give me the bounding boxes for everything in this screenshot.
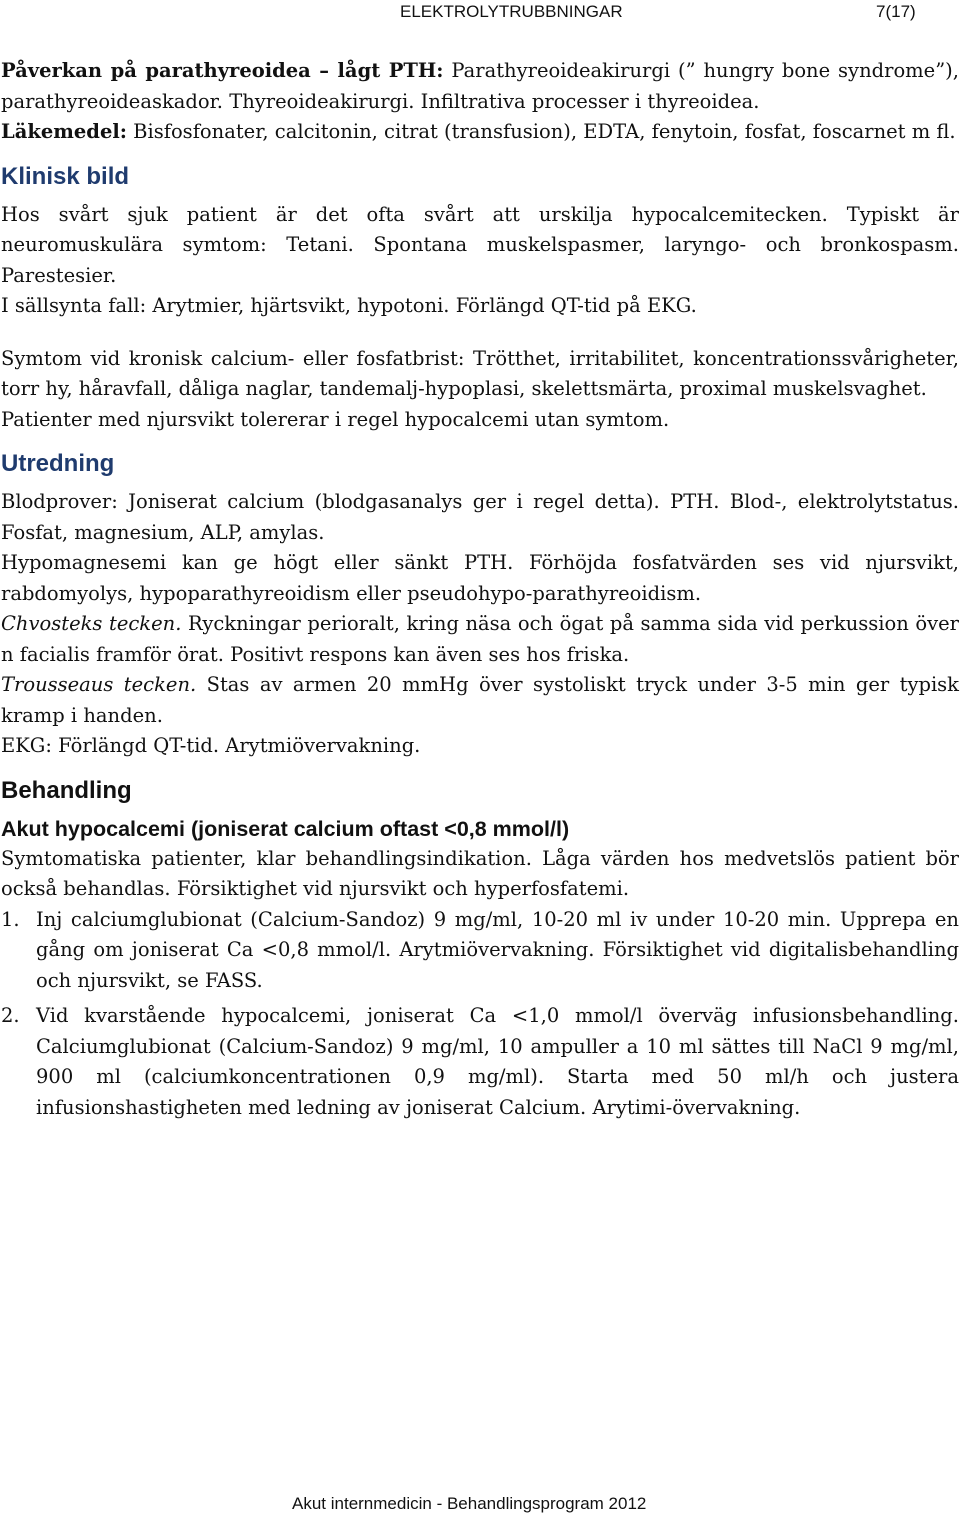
list-item-text: Inj calciumglubionat (Calcium-Sandoz) 9 mg/ml, 10-20 ml iv under 10-20 min. Upprepa en gång om joniserat Ca <0,8 mmol/l. Arytmiövervakning. Försiktighet vid digitalisbehandling och njursvikt, se FASS. <box>36 907 959 992</box>
chvostek-text: Ryckningar perioralt, kring näsa och ögat på samma sida vid perkussion över n facialis framför örat. Positivt respons kan även ses hos friska. <box>1 612 959 666</box>
lakemedel-label: Läkemedel: <box>1 120 127 143</box>
njursvikt-paragraph: Patienter med njursvikt tolererar i regel hypocalcemi utan symtom. <box>1 407 670 431</box>
list-item-number: 2. <box>1 1004 20 1027</box>
list-item-1 <box>1 905 959 997</box>
blodprover-paragraph: Blodprover: Joniserat calcium (blodgasanalys ger i regel detta). PTH. Blod-, elektrolytstatus. Fosfat, magnesium, ALP, amylas. <box>1 490 959 544</box>
kronisk-symtom-paragraph: Symtom vid kronisk calcium- eller fosfatbrist: Trötthet, irritabilitet, koncentrationssvårigheter, torr hy, håravfall, dåliga naglar, tandemalj-hypoplasi, skelettsmärta, proximal muskelsvaghet. <box>1 346 959 400</box>
lakemedel-paragraph <box>1 117 959 148</box>
parathyreoidea-paragraph <box>1 56 959 117</box>
parathyreoidea-text: Parathyreoideakirurgi (” hungry bone syndrome”), parathyreoideaskador. Thyreoideakirurgi. Infiltrativa processer i thyreoidea. <box>1 59 959 113</box>
chvostek-paragraph <box>1 609 959 670</box>
hypomagnesemi-paragraph: Hypomagnesemi kan ge högt eller sänkt PTH. Förhöjda fosfatvärden ses vid njursvikt, rabdomyolys, hypoparathyreoidism eller pseudohypo-parathyreoidism. <box>1 551 959 605</box>
parathyreoidea-label: Påverkan på parathyreoidea – lågt PTH: <box>1 59 444 82</box>
ekg-paragraph: EKG: Förlängd QT-tid. Arytmiövervakning. <box>1 734 421 757</box>
klinisk-line-1: Hos svårt sjuk patient är det ofta svårt att urskilja hypocalcemitecken. Typiskt är neuromuskulära symtom: Tetani. Spontana muskelspasmer, laryngo- och bronkospasm. Parestesier. <box>1 202 959 287</box>
page-content <box>1 56 959 1123</box>
list-item-number: 1. <box>1 907 20 931</box>
chvostek-label: Chvosteks tecken. <box>1 612 182 635</box>
trousseau-label: Trousseaus tecken. <box>1 673 197 696</box>
lakemedel-text: Bisfosfonater, calcitonin, citrat (transfusion), EDTA, fenytoin, fosfat, foscarnet m fl. <box>126 120 956 143</box>
trousseau-paragraph <box>1 670 959 731</box>
list-item-2 <box>1 1001 959 1123</box>
header-title: ELEKTROLYTRUBBNINGAR <box>400 2 623 21</box>
behandling-heading: Behandling <box>1 776 132 804</box>
footer-text: Akut internmedicin - Behandlingsprogram 2012 <box>292 1494 647 1513</box>
utredning-heading: Utredning <box>1 450 115 477</box>
page-header <box>0 2 960 24</box>
akut-hypocalcemi-subheading: Akut hypocalcemi (joniserat calcium oftast <0,8 mmol/l) <box>1 816 570 841</box>
list-item-text: Vid kvarstående hypocalcemi, joniserat Ca <1,0 mmol/l överväg infusionsbehandling. Calciumglubionat (Calcium-Sandoz) 9 mg/ml, 10 ampuller a 10 ml sättes till NaCl 9 mg/ml, 900 ml (calciumkoncentrationen 0,9 mg/ml). Starta med 50 ml/h och justera infusionshastigheten med ledning av joniserat Calcium. Arytimi-övervakning. <box>36 1004 959 1119</box>
behandling-intro: Symtomatiska patienter, klar behandlingsindikation. Låga värden hos medvetslös patient bör också behandlas. Försiktighet vid njursvikt och hyperfosfatemi. <box>1 846 959 900</box>
trousseau-text: Stas av armen 20 mmHg över systoliskt tryck under 3-5 min ger typisk kramp i handen. <box>1 673 960 727</box>
klinisk-line-2: I sällsynta fall: Arytmier, hjärtsvikt, hypotoni. Förlängd QT-tid på EKG. <box>1 294 697 317</box>
klinisk-bild-heading: Klinisk bild <box>1 162 130 190</box>
page-number: 7(17) <box>876 2 916 21</box>
